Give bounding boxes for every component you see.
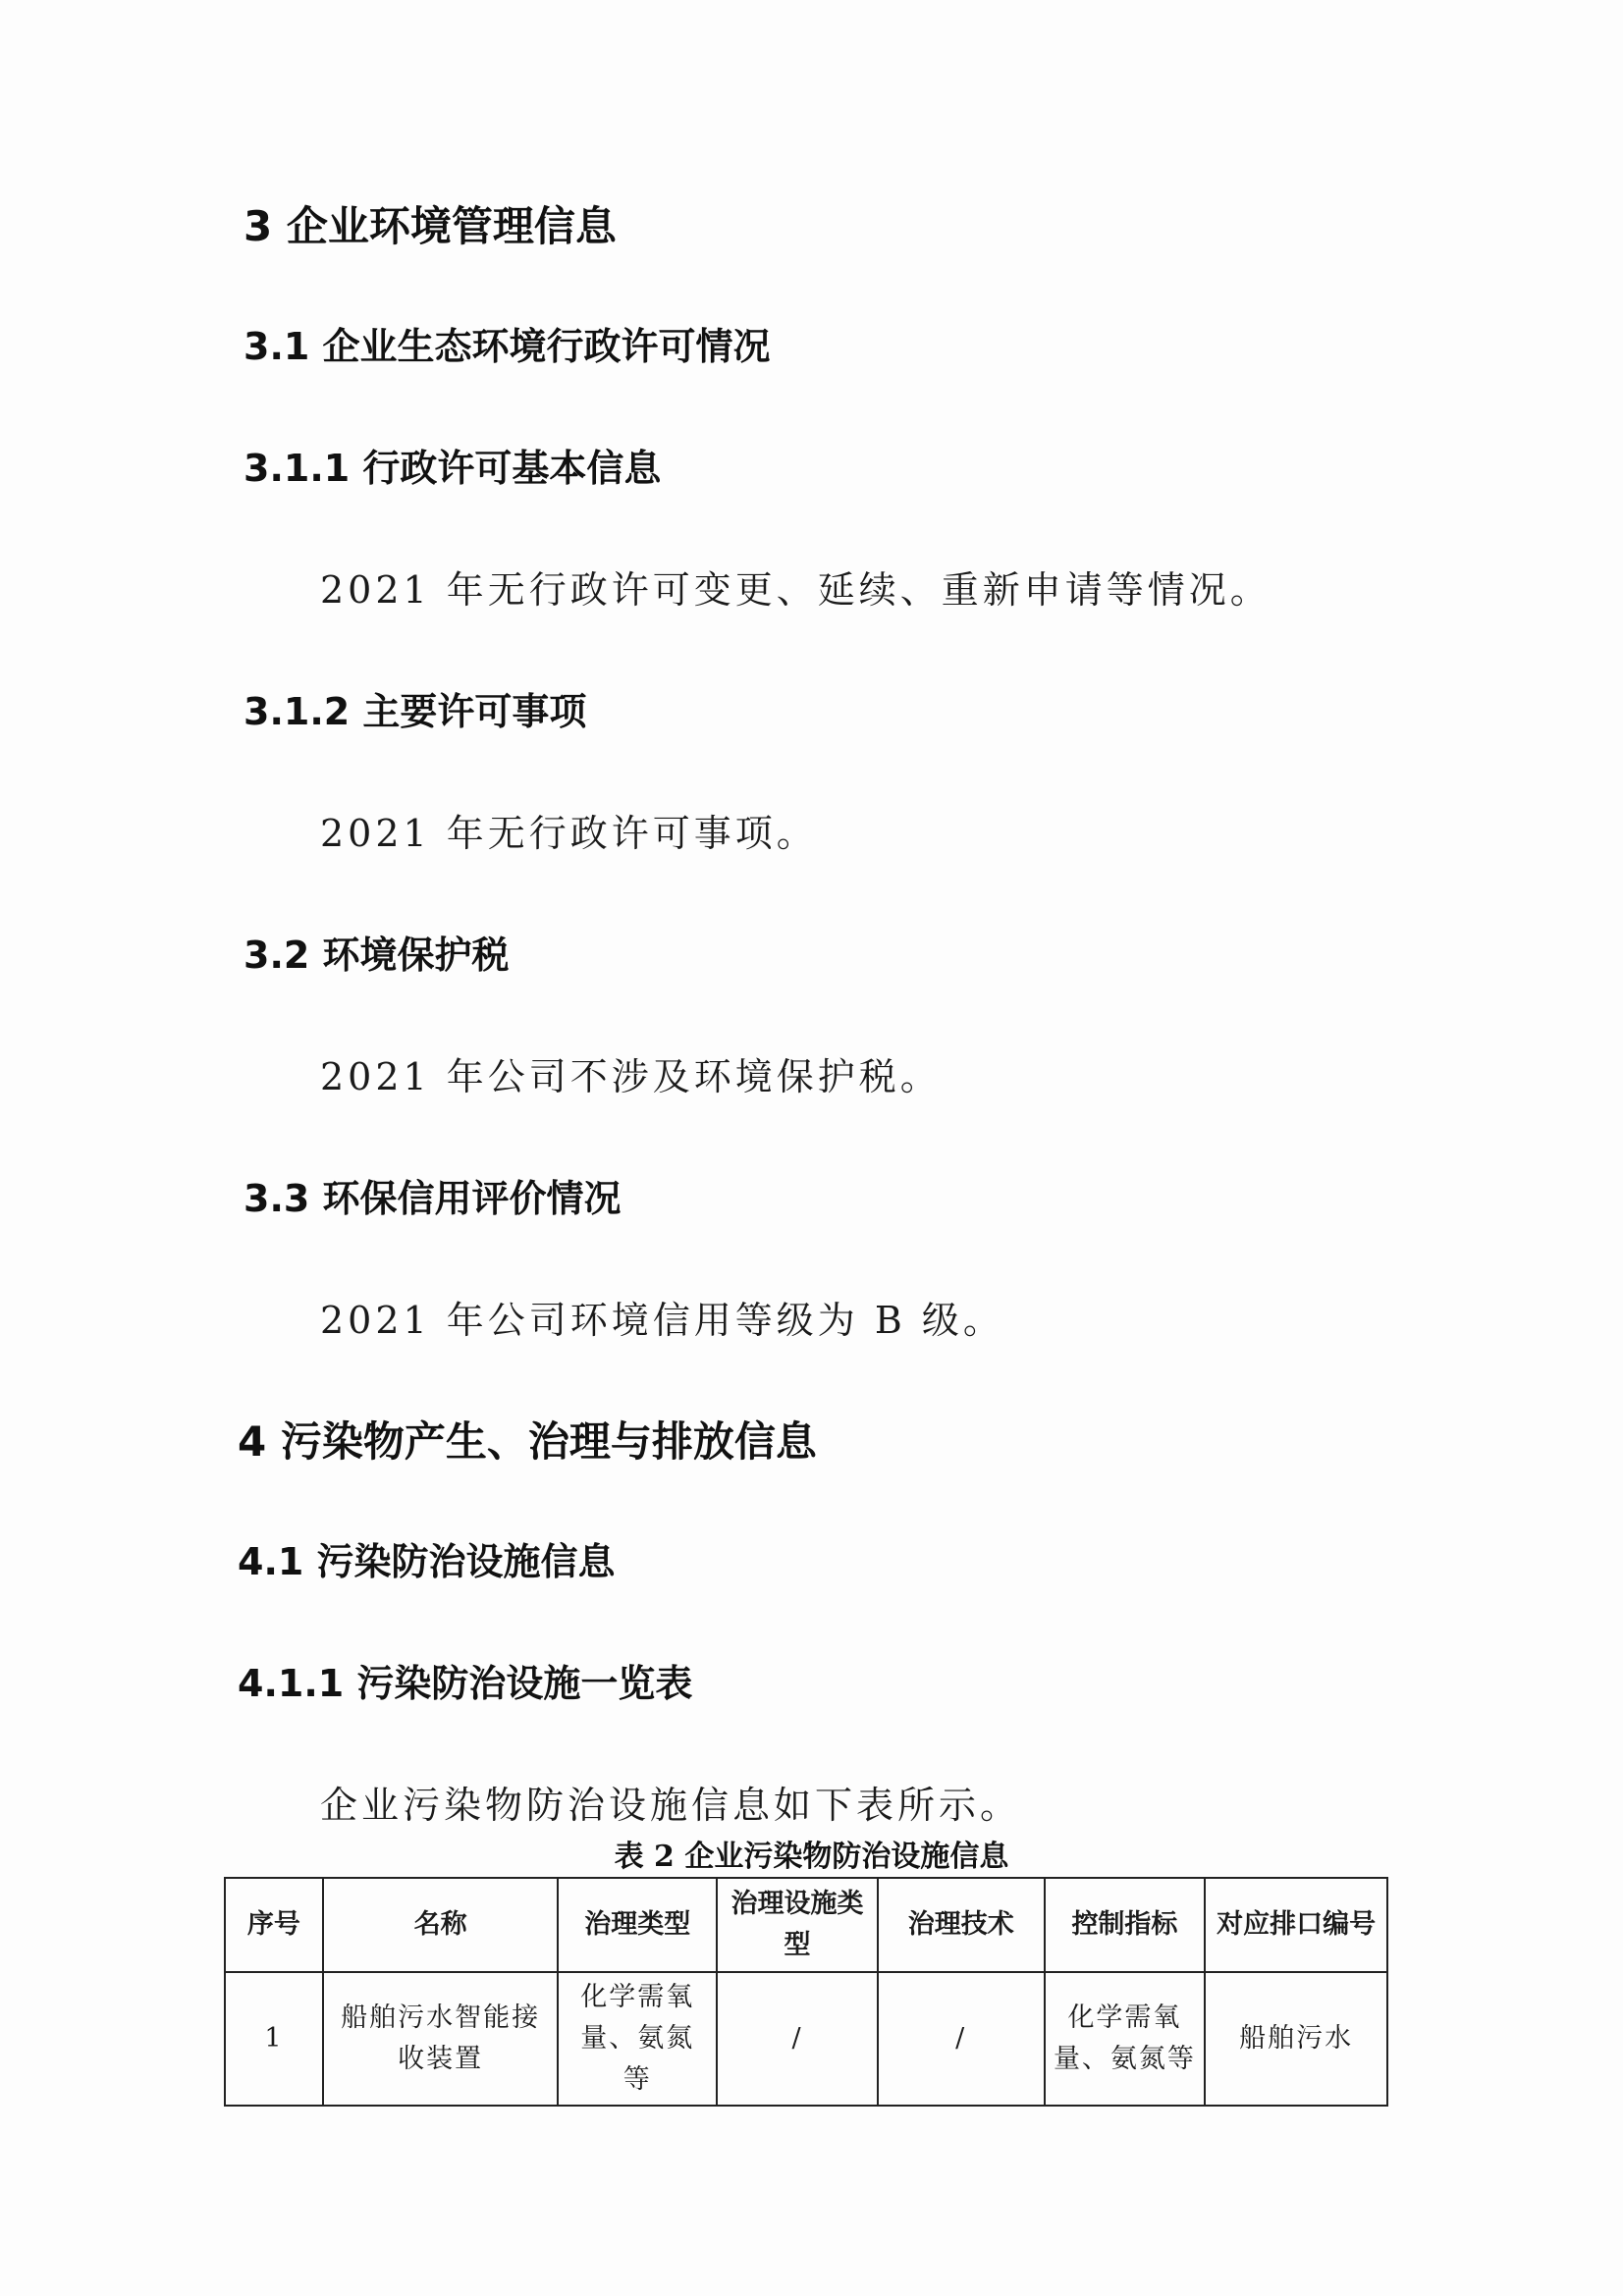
section-3-1-heading: 3.1 企业生态环境行政许可情况	[243, 325, 771, 368]
section-4-1-1-paragraph: 企业污染物防治设施信息如下表所示。	[320, 1784, 1022, 1827]
header-treatment-type: 治理类型	[558, 1878, 717, 1972]
section-3-3-paragraph: 2021 年公司环境信用等级为 B 级。	[320, 1299, 1004, 1342]
header-treatment-technology: 治理技术	[878, 1878, 1045, 1972]
cell-name: 船舶污水智能接收装置	[323, 1972, 559, 2106]
cell-control-indicator: 化学需氧量、氨氮等	[1045, 1972, 1206, 2106]
cell-index: 1	[225, 1972, 323, 2106]
section-4-1-1-heading: 4.1.1 污染防治设施一览表	[238, 1662, 693, 1705]
section-3-2-paragraph: 2021 年公司不涉及环境保护税。	[320, 1055, 942, 1098]
cell-treatment-type: 化学需氧量、氨氮等	[558, 1972, 717, 2106]
header-facility-type: 治理设施类型	[717, 1878, 878, 1972]
header-control-indicator: 控制指标	[1045, 1878, 1206, 1972]
cell-outlet-number: 船舶污水	[1205, 1972, 1387, 2106]
pollution-facilities-table	[224, 1877, 1388, 2107]
section-3-2-heading: 3.2 环境保护税	[243, 934, 510, 977]
header-index: 序号	[225, 1878, 323, 1972]
section-4-heading: 4 污染物产生、治理与排放信息	[238, 1417, 817, 1466]
section-3-3-heading: 3.3 环保信用评价情况	[243, 1177, 622, 1220]
header-outlet-number: 对应排口编号	[1205, 1878, 1387, 1972]
table-header-row	[225, 1878, 1387, 1972]
cell-treatment-technology: /	[878, 1972, 1045, 2106]
header-name: 名称	[323, 1878, 559, 1972]
table-row	[225, 1972, 1387, 2106]
section-3-1-1-paragraph: 2021 年无行政许可变更、延续、重新申请等情况。	[320, 568, 1271, 612]
table-caption: 表 2 企业污染物防治设施信息	[614, 1840, 1009, 1874]
section-3-heading: 3 企业环境管理信息	[243, 202, 617, 250]
section-3-1-2-paragraph: 2021 年无行政许可事项。	[320, 812, 818, 855]
section-3-1-1-heading: 3.1.1 行政许可基本信息	[243, 447, 662, 490]
section-4-1-heading: 4.1 污染防治设施信息	[238, 1540, 616, 1583]
section-3-1-2-heading: 3.1.2 主要许可事项	[243, 690, 587, 733]
cell-facility-type: /	[717, 1972, 878, 2106]
